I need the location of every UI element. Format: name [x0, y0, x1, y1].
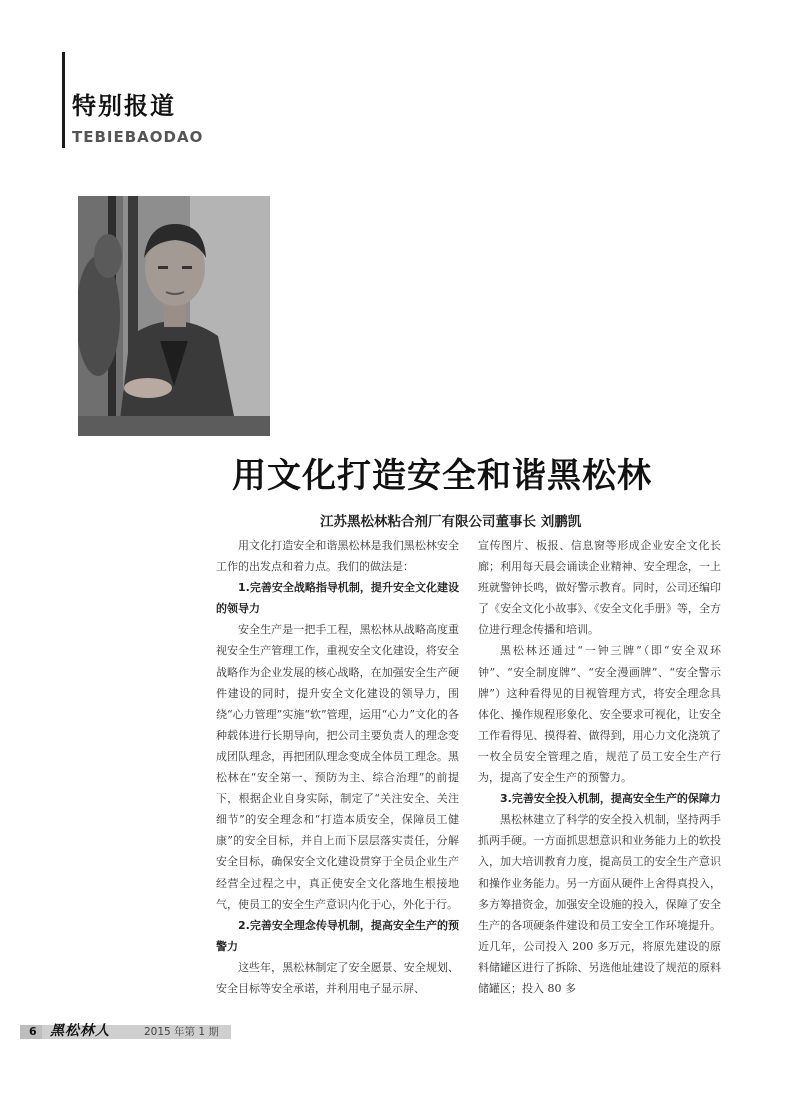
section-heading: 2.完善安全理念传导机制，提高安全生产的预警力 — [216, 918, 459, 953]
paragraph: 用文化打造安全和谐黑松林是我们黑松林安全工作的出发点和着力点。我们的做法是： — [216, 539, 459, 574]
section-subtitle: TEBIEBAODAO — [72, 128, 204, 146]
section-heading: 1.完善安全战略指导机制，提升安全文化建设的领导力 — [216, 581, 459, 616]
section-bar — [62, 52, 65, 148]
paragraph: 这些年，黑松林制定了安全愿景、安全规划、安全目标等安全承诺，并利用电子显示屏、 — [216, 960, 459, 995]
section-heading: 3.完善安全投入机制，提高安全生产的保障力 — [500, 792, 721, 806]
article-column-right — [478, 535, 721, 999]
article-title: 用文化打造安全和谐黑松林 — [232, 456, 652, 496]
paragraph: 黑松林建立了科学的安全投入机制，坚持两手抓两手硬。一方面抓思想意识和业务能力上的软投入，加大培训教育力度，提高员工的安全生产意识和操作业务能力。另一方面从硬件上舍得真投入，多方筹措资金，加强安全设施的投入，保障了安全生产的各项硬条件建设和员工安全工作环境提升。近几年，公司投入 200 多万元，将原先建设的原料储罐区进行了拆除、另选他址建设了规范的原料储罐区；投入 80 多 — [478, 813, 721, 995]
portrait-photo — [78, 196, 270, 436]
magazine-logo: 黑松林人 — [50, 1023, 110, 1039]
article-column-left — [216, 535, 459, 999]
page-footer — [20, 1025, 231, 1039]
paragraph: 安全生产是一把手工程，黑松林从战略高度重视安全生产管理工作，重视安全文化建设，将安全战略作为企业发展的核心战略，在加强安全生产硬件建设的同时，提升安全文化建设的领导力，围绕“心力管理”实施“软”管理，运用“心力”文化的各种载体进行长期导向，把公司主要负责人的理念变成团队理念，再把团队理念变成全体员工理念。黑松林在“安全第一、预防为主、综合治理”的前提下，根据企业自身实际，制定了“关注安全、关注细节”的安全理念和“打造本质安全，保障员工健康”的安全目标，并自上而下层层落实责任，分解安全目标，确保安全文化建设贯穿于全员企业生产经营全过程之中，真正使安全文化落地生根接地气，使员工的安全生产意识内化于心，外化于行。 — [216, 623, 459, 911]
page-number: 6 — [29, 1025, 37, 1038]
issue-label: 2015 年第 1 期 — [144, 1026, 219, 1038]
paragraph: 黑松林还通过“一钟三牌”（即“安全双环钟”、“安全制度牌”、“安全漫画牌”、“安全警示牌”）这种看得见的目视管理方式，将安全理念具体化、操作规程形象化、安全要求可视化，让安全工作看得见、摸得着、做得到，用心力文化浇筑了一枚全员安全管理之盾，规范了员工安全生产行为，提高了安全生产的预警力。 — [478, 644, 721, 785]
article-byline: 江苏黑松林粘合剂厂有限公司董事长 刘鹏凯 — [320, 514, 582, 530]
section-title: 特别报道 — [72, 92, 176, 120]
paragraph-continued: 宣传图片、板报、信息窗等形成企业安全文化长廊；利用每天晨会诵读企业精神、安全理念，一上班就警钟长鸣，做好警示教育。同时，公司还编印了《安全文化小故事》、《安全文化手册》等，全方位进行理念传播和培训。 — [478, 539, 721, 637]
